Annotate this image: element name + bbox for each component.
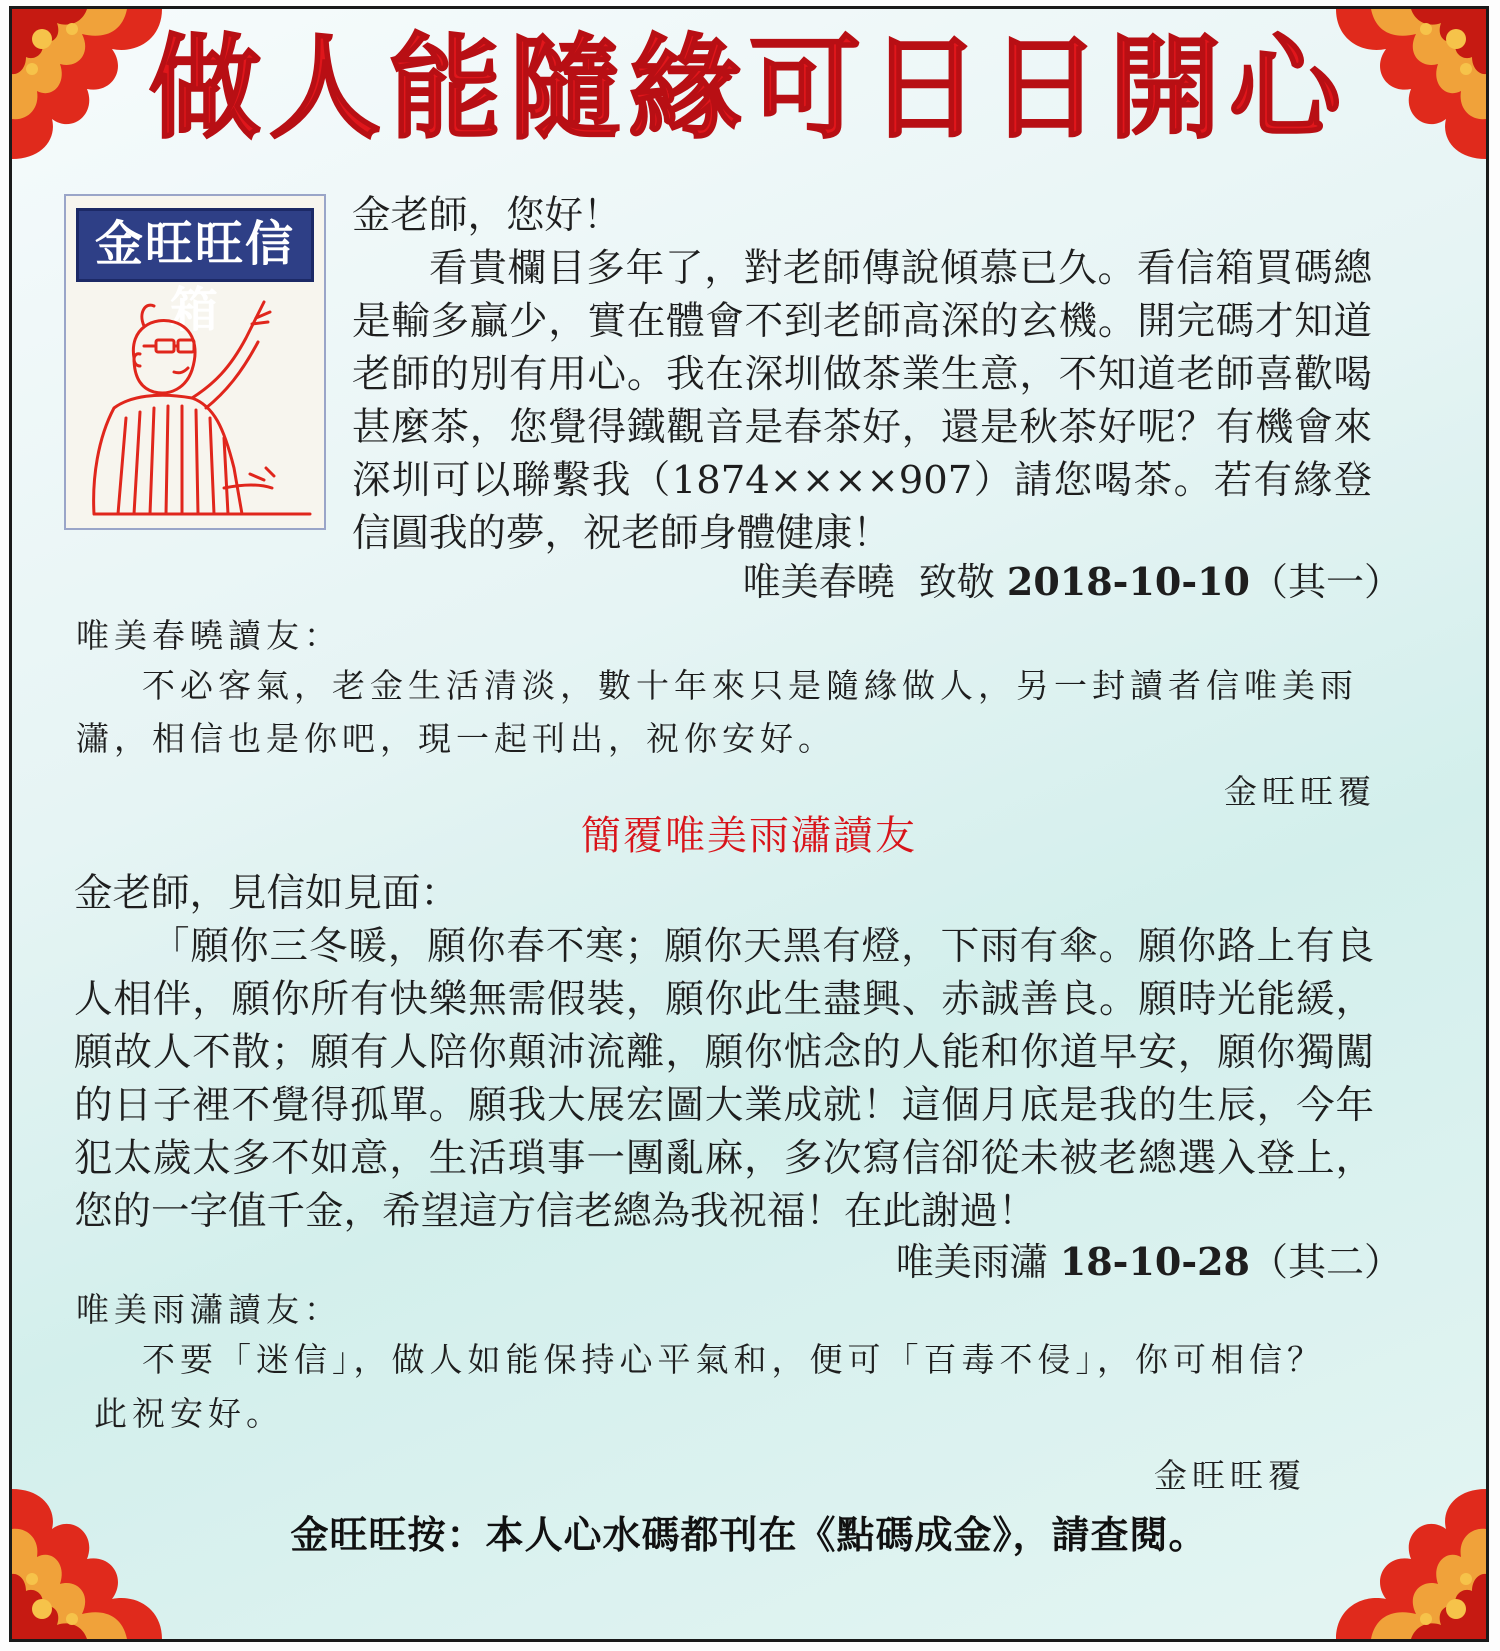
letter2-part: （其二） [1249, 1240, 1402, 1284]
page-title: 做人能隨緣可日日開心 [149, 24, 1349, 154]
letter1-body: 看貴欄目多年了，對老師傳說傾慕已久。看信箱買碼總是輸多贏少，實在體會不到老師高深的玄機。開完碼才知道老師的別有用心。我在深圳做茶業生意，不知道老師喜歡喝甚麼茶，您覺得鐵觀音是春茶好，還是秋茶好呢？有機會來深圳可以聯繫我（1874××××907）請您喝茶。若有緣登信圓我的夢，祝老師身體健康！ [352, 246, 1372, 556]
letter1-greeting: 金老師，您好！ [352, 193, 622, 238]
letter1-date: 2018-10-10 [1006, 559, 1250, 604]
page [9, 6, 1489, 1642]
column-logo [64, 194, 326, 530]
reply1-sign: 金旺旺覆 [1224, 772, 1376, 811]
letter1-regards: 致敬 [918, 560, 995, 604]
reply1 [76, 659, 1376, 765]
reply2-closing: 此祝安好。 [94, 1394, 284, 1433]
letter1 [352, 189, 1372, 560]
reply1-salutation: 唯美春曉讀友： [76, 616, 342, 655]
cartoon-man-pointing-icon [74, 288, 316, 522]
column-label: 金旺旺信箱 [76, 208, 314, 282]
letter1-sender: 唯美春曉 [742, 560, 895, 604]
letter2 [74, 867, 1374, 1238]
reply2-sign: 金旺旺覆 [1154, 1456, 1306, 1495]
letter2-date: 18-10-28 [1059, 1239, 1250, 1284]
letter1-signature [743, 557, 1402, 607]
footer-note: 金旺旺按：本人心水碼都刊在《點碼成金》，請查閱。 [290, 1513, 1208, 1557]
reply2-salutation: 唯美雨瀟讀友： [76, 1290, 342, 1329]
letter2-sender: 唯美雨瀟 [895, 1240, 1048, 1284]
letter1-part: （其一） [1249, 560, 1402, 604]
section-subheading: 簡覆唯美雨瀟讀友 [581, 813, 917, 859]
letter2-signature [896, 1237, 1402, 1287]
reply2 [76, 1333, 1376, 1386]
reply1-body: 不必客氣，老金生活清淡，數十年來只是隨緣做人，另一封讀者信唯美雨瀟，相信也是你吧，現一起刊出，祝你安好。 [76, 666, 1358, 758]
reply2-body: 不要「迷信」，做人如能保持心平氣和，便可「百毒不侵」，你可相信？ [142, 1340, 1325, 1379]
letter2-body: 「願你三冬暖，願你春不寒；願你天黑有燈，下雨有傘。願你路上有良人相伴，願你所有快樂無需假裝，願你此生盡興、赤誠善良。願時光能緩，願故人不散；願有人陪你顛沛流離，願你惦念的人能和你道早安，願你獨闖的日子裡不覺得孤單。願我大展宏圖大業成就！這個月底是我的生辰，今年犯太歲太多不如意，生活瑣事一團亂麻，多次寫信卻從未被老總選入登上，您的一字值千金，希望這方信老總為我祝福！在此謝過！ [74, 924, 1374, 1234]
letter2-greeting: 金老師，見信如見面： [74, 871, 460, 916]
